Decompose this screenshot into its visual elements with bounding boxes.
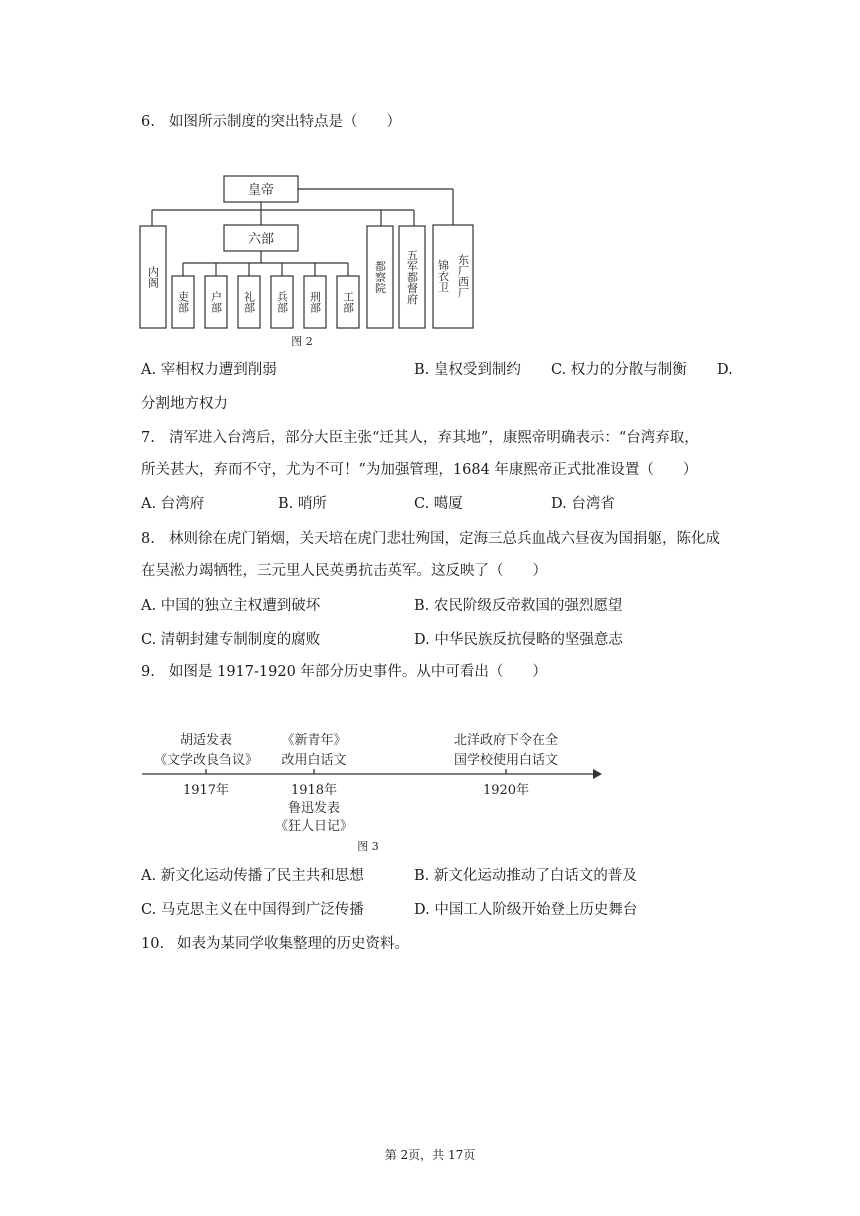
neige-label: 内阁 xyxy=(146,266,160,288)
q7-stem-line1 xyxy=(141,428,699,448)
ministry-label: 吏部 xyxy=(176,291,190,313)
q10-number: 10. xyxy=(141,936,165,952)
q8-stem-line2: 在吴淞力竭牺牲，三元里人民英勇抗击英军。这反映了（ ） xyxy=(141,563,547,579)
q6-figure-org-chart xyxy=(138,170,478,352)
event-1918-top-line2: 改用白话文 xyxy=(281,753,347,768)
dongxichang-label: 东厂西厂 xyxy=(456,254,470,298)
q6-option-d-text: 分割地方权力 xyxy=(141,396,228,412)
year-1918: 1918年 xyxy=(290,783,338,798)
emperor-label: 皇帝 xyxy=(247,183,275,198)
event-1917-line1: 胡适发表 xyxy=(179,733,233,748)
q6-option-b[interactable]: B. 皇权受到制约 xyxy=(414,362,521,378)
q9-number: 9. xyxy=(141,664,155,680)
event-1920-line1: 北洋政府下令在全 xyxy=(453,733,559,748)
year-1917: 1917年 xyxy=(182,783,230,798)
q6-option-c[interactable]: C. 权力的分散与制衡 xyxy=(551,362,687,378)
q8-line1-text: 林则徐在虎门销烟，关天培在虎门悲壮殉国，定海三总兵血战六昼夜为国捐躯，陈化成 xyxy=(169,531,720,547)
q6-stem-text: 如图所示制度的突出特点是（ ） xyxy=(169,114,401,130)
ministry-label: 户部 xyxy=(209,291,223,313)
q8-option-d[interactable]: D. 中华民族反抗侵略的坚强意志 xyxy=(414,632,623,648)
q7-option-b[interactable]: B. 哨所 xyxy=(278,496,327,512)
q8-option-a[interactable]: A. 中国的独立主权遭到破坏 xyxy=(141,598,321,614)
q8-stem-line1 xyxy=(141,529,720,549)
q7-option-c[interactable]: C. 噶厦 xyxy=(414,496,463,512)
timeline-arrow-icon xyxy=(593,769,602,779)
q7-number: 7. xyxy=(141,430,155,446)
year-1920: 1920年 xyxy=(482,783,530,798)
q7-option-d[interactable]: D. 台湾省 xyxy=(551,496,615,512)
q9-stem xyxy=(141,662,547,682)
event-1918-top-line1: 《新青年》 xyxy=(281,733,347,748)
figure-3-caption: 图 3 xyxy=(357,840,379,853)
ministry-label: 刑部 xyxy=(308,291,322,313)
q9-option-a[interactable]: A. 新文化运动传播了民主共和思想 xyxy=(141,868,364,884)
q8-option-b[interactable]: B. 农民阶级反帝救国的强烈愿望 xyxy=(414,598,623,614)
q7-line1-text: 清军进入台湾后，部分大臣主张“迁其人，弃其地”，康熙帝明确表示：“台湾弃取， xyxy=(169,430,699,446)
six-ministries-label: 六部 xyxy=(247,232,275,247)
q6-number: 6. xyxy=(141,114,155,130)
q9-option-c[interactable]: C. 马克思主义在中国得到广泛传播 xyxy=(141,902,364,918)
event-1918-bottom-line1: 鲁迅发表 xyxy=(287,801,341,816)
wujun-label: 五军都督府 xyxy=(405,249,419,305)
ministry-label: 礼部 xyxy=(242,291,256,313)
q9-option-d[interactable]: D. 中国工人阶级开始登上历史舞台 xyxy=(414,902,638,918)
duchayuan-label: 都察院 xyxy=(373,260,387,294)
q10-stem xyxy=(141,934,409,954)
jinyiwei-label: 锦衣卫 xyxy=(436,259,450,293)
ministry-label: 兵部 xyxy=(275,291,289,313)
event-1920-line2: 国学校使用白话文 xyxy=(453,753,559,768)
q6-option-d[interactable]: D. xyxy=(717,362,733,378)
figure-2-caption: 图 2 xyxy=(291,335,313,348)
q10-stem-text: 如表为某同学收集整理的历史资料。 xyxy=(177,936,409,952)
q8-number: 8. xyxy=(141,531,155,547)
q7-option-a[interactable]: A. 台湾府 xyxy=(141,496,205,512)
event-1917-line2: 《文学改良刍议》 xyxy=(153,753,259,768)
event-1918-bottom-line2: 《狂人日记》 xyxy=(274,819,354,834)
q9-stem-text: 如图是 1917-1920 年部分历史事件。从中可看出（ ） xyxy=(169,664,547,680)
page-footer: 第 2页，共 17页 xyxy=(384,1148,476,1162)
q8-option-c[interactable]: C. 清朝封建专制制度的腐败 xyxy=(141,632,321,648)
ministry-label: 工部 xyxy=(341,291,355,313)
q9-option-b[interactable]: B. 新文化运动推动了白话文的普及 xyxy=(414,868,637,884)
q6-stem xyxy=(141,112,401,132)
q9-figure-timeline xyxy=(138,726,608,856)
q6-option-a[interactable]: A. 宰相权力遭到削弱 xyxy=(141,362,277,378)
q7-stem-line2: 所关甚大，弃而不守，尤为不可！”为加强管理，1684 年康熙帝正式批准设置（ ） xyxy=(141,462,698,478)
